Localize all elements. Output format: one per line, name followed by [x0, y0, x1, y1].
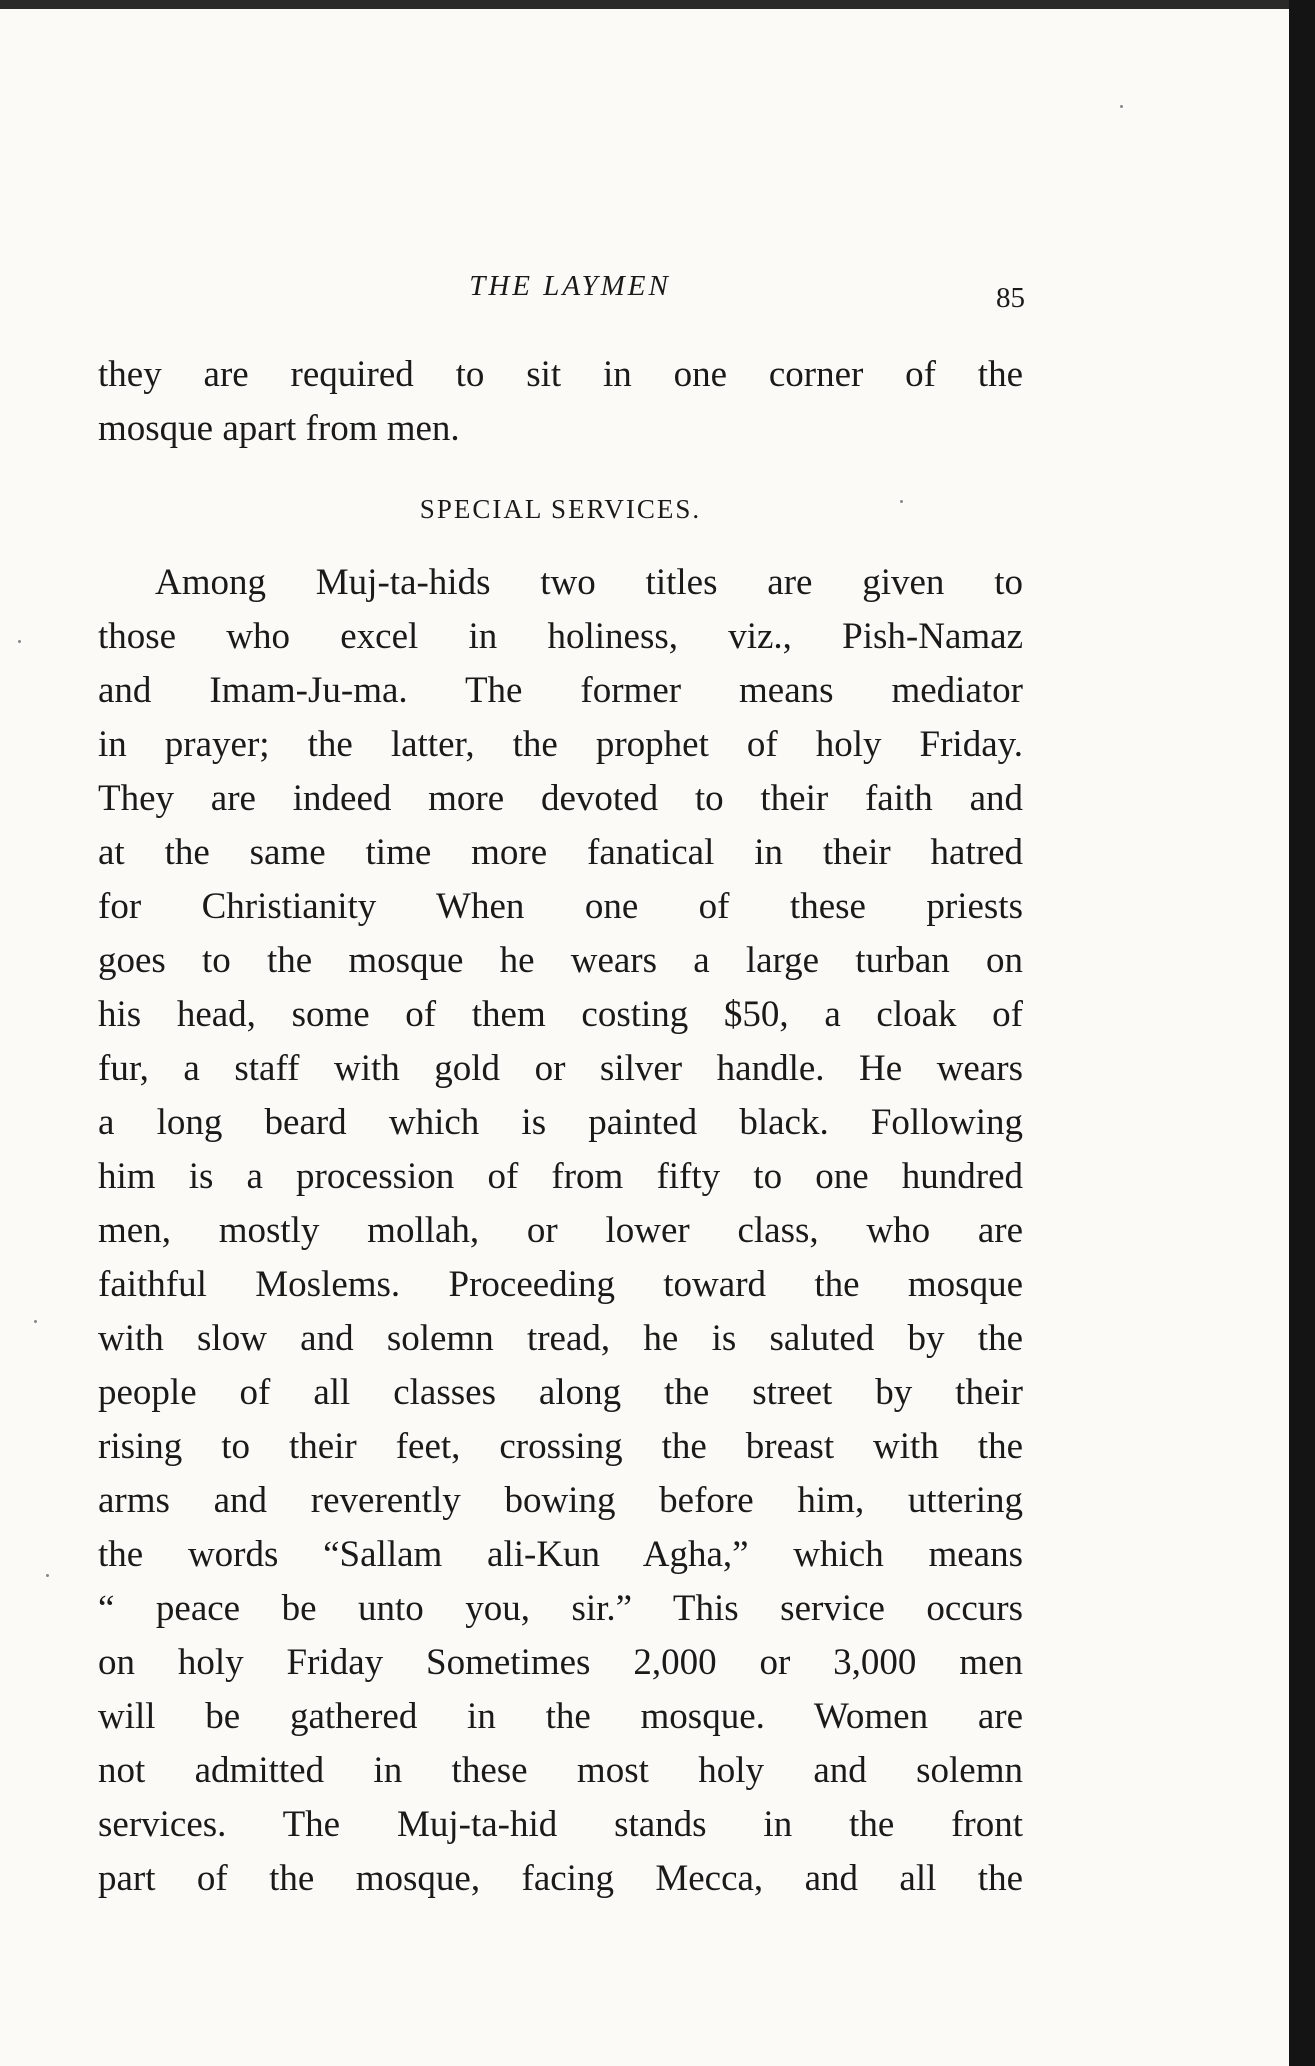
paragraph-line: men, mostly mollah, or lower class, who are [98, 1210, 1023, 1251]
paragraph-line: those who excel in holiness, viz., Pish-Namaz [98, 616, 1023, 657]
paragraph-line: “ peace be unto you, sir.” This service occurs [98, 1588, 1023, 1629]
paragraph-line: arms and reverently bowing before him, uttering [98, 1480, 1023, 1521]
paragraph-line: with slow and solemn tread, he is saluted by the [98, 1318, 1023, 1359]
paragraph-line: and Imam-Ju-ma. The former means mediator [98, 670, 1023, 711]
paragraph-line: rising to their feet, crossing the breast with the [98, 1426, 1023, 1467]
paper-speck [34, 1320, 37, 1323]
section-heading: SPECIAL SERVICES. [419, 494, 702, 524]
paper-speck [46, 1574, 49, 1577]
body-text [98, 348, 1023, 1906]
paragraph-line: not admitted in these most holy and solemn [98, 1750, 1023, 1791]
running-head [115, 270, 1025, 314]
paragraph-line: services. The Muj-ta-hid stands in the front [98, 1804, 1023, 1845]
running-title: THE LAYMEN [469, 270, 671, 302]
paragraph-line: in prayer; the latter, the prophet of holy Friday. [98, 724, 1023, 765]
paper-speck [18, 640, 21, 643]
paragraph-line: faithful Moslems. Proceeding toward the mosque [98, 1264, 1023, 1305]
paragraph-line: will be gathered in the mosque. Women are [98, 1696, 1023, 1737]
paragraph-line: a long beard which is painted black. Following [98, 1102, 1023, 1143]
paragraph-line: fur, a staff with gold or silver handle. He wears [98, 1048, 1023, 1089]
paper-speck [1120, 105, 1123, 108]
paragraph-line: goes to the mosque he wears a large turban on [98, 940, 1023, 981]
page-number: 85 [996, 282, 1025, 314]
paragraph-line: the words “Sallam ali-Kun Agha,” which means [98, 1534, 1023, 1575]
paragraph-line: people of all classes along the street by their [98, 1372, 1023, 1413]
continuation-line: they are required to sit in one corner of the [98, 354, 1023, 395]
page-right-edge [1289, 0, 1315, 2066]
paragraph-line: They are indeed more devoted to their faith and [98, 778, 1023, 819]
paragraph-line: his head, some of them costing $50, a cloak of [98, 994, 1023, 1035]
paragraph-line: part of the mosque, facing Mecca, and all the [98, 1858, 1023, 1899]
continuation-line: mosque apart from men. [98, 408, 460, 449]
paragraph-line: on holy Friday Sometimes 2,000 or 3,000 men [98, 1642, 1023, 1683]
paragraph-line: him is a procession of from fifty to one hundred [98, 1156, 1023, 1197]
paragraph-line: for Christianity When one of these priests [98, 886, 1023, 927]
paragraph-line: at the same time more fanatical in their hatred [98, 832, 1023, 873]
paragraph-line: Among Muj-ta-hids two titles are given to [155, 562, 1023, 603]
